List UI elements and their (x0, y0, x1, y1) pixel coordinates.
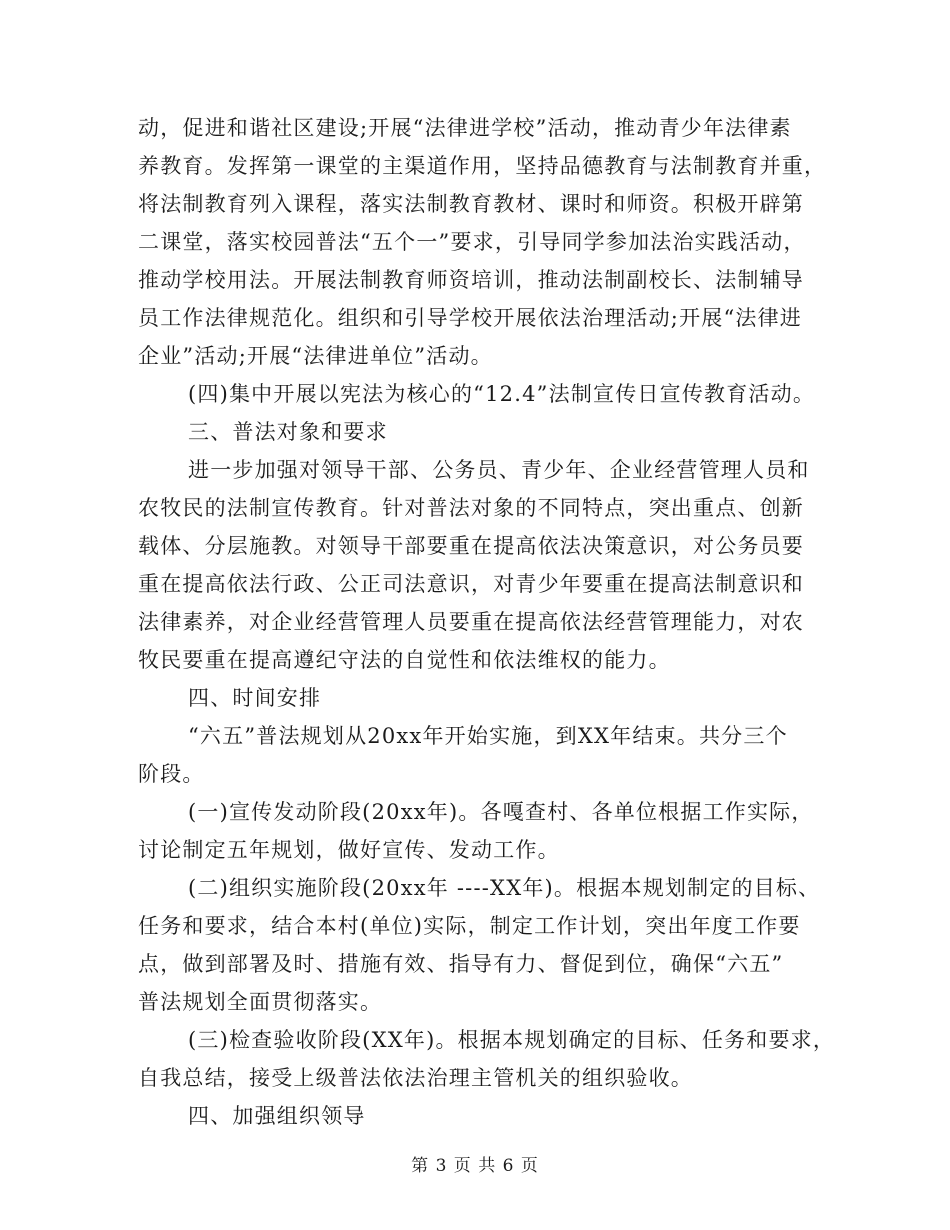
paragraph-line: 养教育。发挥第一课堂的主渠道作用，坚持品德教育与法制教育并重， (138, 154, 827, 178)
section-heading: 四、时间安排 (188, 686, 322, 710)
paragraph-line: 员工作法律规范化。组织和引导学校开展依法治理活动;开展“法律进 (138, 306, 803, 330)
paragraph-line: 农牧民的法制宣传教育。针对普法对象的不同特点，突出重点、创新 (138, 496, 804, 520)
paragraph-line: 二课堂，落实校园普法“五个一”要求，引导同学参加法治实践活动， (138, 230, 806, 254)
paragraph-line: (二)组织实施阶段(20xx年 ----XX年)。根据本规划制定的目标、 (188, 876, 821, 900)
paragraph-line: 企业”活动;开展“法律进单位”活动。 (138, 344, 493, 368)
paragraph-line: 阶段。 (138, 762, 205, 786)
section-heading: 三、普法对象和要求 (188, 420, 388, 444)
paragraph-line: 动，促进和谐社区建设;开展“法律进学校”活动，推动青少年法律素 (138, 116, 792, 140)
paragraph-line: 讨论制定五年规划，做好宣传、发动工作。 (138, 838, 560, 862)
paragraph-line: 载体、分层施教。对领导干部要重在提高依法决策意识，对公务员要 (138, 534, 804, 558)
paragraph-line: (四)集中开展以宪法为核心的“12.4”法制宣传日宣传教育活动。 (188, 382, 816, 406)
paragraph-line: 重在提高依法行政、公正司法意识，对青少年要重在提高法制意识和 (138, 572, 804, 596)
paragraph-line: 法律素养，对企业经营管理人员要重在提高依法经营管理能力，对农 (138, 610, 804, 634)
paragraph-line: 推动学校用法。开展法制教育师资培训，推动法制副校长、法制辅导 (138, 268, 804, 292)
paragraph-line: 将法制教育列入课程，落实法制教育教材、课时和师资。积极开辟第 (138, 192, 804, 216)
paragraph-line: 普法规划全面贯彻落实。 (138, 990, 383, 1014)
paragraph-line: 牧民要重在提高遵纪守法的自觉性和依法维权的能力。 (138, 648, 671, 672)
paragraph-line: 自我总结，接受上级普法依法治理主管机关的组织验收。 (138, 1066, 693, 1090)
paragraph-line: 点，做到部署及时、措施有效、指导有力、督促到位，确保“六五” (138, 952, 784, 976)
paragraph-line: 进一步加强对领导干部、公务员、青少年、企业经营管理人员和 (188, 458, 810, 482)
page-number-footer: 第 3 页 共 6 页 (411, 1156, 539, 1176)
paragraph-line: (一)宣传发动阶段(20xx年)。各嘎查村、各单位根据工作实际， (188, 800, 814, 824)
section-heading: 四、加强组织领导 (188, 1104, 366, 1128)
paragraph-line: (三)检查验收阶段(XX年)。根据本规划确定的目标、任务和要求， (188, 1028, 836, 1052)
paragraph-line: “六五”普法规划从20xx年开始实施，到XX年结束。共分三个 (188, 724, 788, 748)
paragraph-line: 任务和要求，结合本村(单位)实际，制定工作计划，突出年度工作要 (138, 914, 801, 938)
